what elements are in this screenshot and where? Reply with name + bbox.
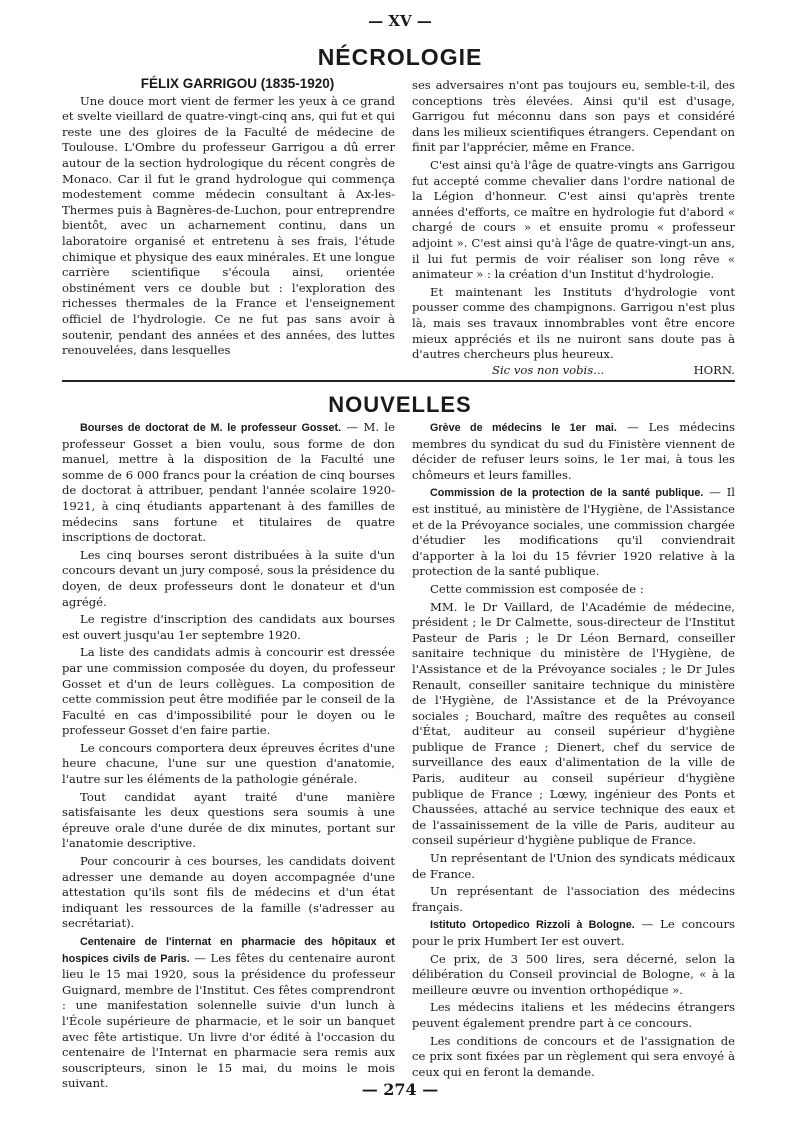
news-paragraph — [412, 1034, 735, 1081]
author-signature: HORN. — [693, 362, 735, 377]
news-paragraph — [62, 854, 395, 932]
news-headline: Commission de la protection de la santé publique. — [430, 487, 704, 500]
news-headline: Istituto Ortopedico Rizzoli à Bologne. — [430, 919, 635, 932]
news-paragraph — [412, 485, 735, 580]
news-paragraph — [412, 582, 735, 598]
news-paragraph — [62, 741, 395, 788]
news-paragraph — [412, 1000, 735, 1031]
obituary-paragraph: ses adversaires n'ont pas toujours eu, semble-t-il, des conceptions très élevées. Ainsi qu'il est d'usage, Garrigou fut méconnu dans son pays et considéré dans les milieux scientifiques étrangers. Cependant on finit par l'apprécier, même en France. — [412, 78, 735, 155]
news-paragraph — [412, 917, 735, 949]
news-paragraph — [62, 934, 395, 1092]
nouvelles-column-1 — [62, 420, 395, 1092]
news-paragraph — [62, 790, 395, 852]
news-paragraph — [62, 548, 395, 610]
news-headline: Grève de médecins le 1er mai. — [430, 422, 617, 434]
news-paragraph — [412, 600, 735, 850]
section-title-necrologie: NÉCROLOGIE — [317, 44, 483, 70]
page-roman-numeral: — XV — — [368, 12, 432, 30]
news-paragraph — [412, 420, 735, 483]
section-divider — [62, 380, 735, 382]
news-paragraph — [412, 851, 735, 882]
news-text: Tout candidat ayant traité d'une manière satisfaisante les deux questions sera soumis à une épreuve orale d'une durée de dix minutes, portant sur l'anatomie descriptive. — [62, 789, 395, 851]
news-text: Le concours comportera deux épreuves écrites d'une heure chacune, l'une sur une question d'anatomie, l'autre sur les éléments de la pathologie générale. — [62, 740, 395, 787]
news-text: Les médecins italiens et les médecins étrangers peuvent également prendre part à ce concours. — [412, 1000, 735, 1030]
latin-quote: Sic vos non vobis... — [492, 362, 605, 377]
news-paragraph — [412, 952, 735, 999]
news-text: Un représentant de l'Union des syndicats médicaux de France. — [412, 851, 735, 881]
nouvelles-column-2 — [412, 420, 735, 1080]
news-paragraph — [412, 884, 735, 915]
obituary-paragraph: Une douce mort vient de fermer les yeux à ce grand et svelte vieillard de quatre-vingt-cinq ans, qui fut et qui reste une des gloires de la Faculté de médecine de Toulouse. L'Ombre du professeur Garrigou a dû errer autour de la section hydrologique du récent congrès de Monaco. Car il fut le grand hydrologue qui commença modestement comme médecin consultant à Ax-les-Thermes puis à Bagnères-de-Luchon, pour entreprendre bientôt, avec un acharnement continu, dans un laboratoire organisé et entretenu à ses frais, l'étude chimique et physique des eaux minérales. Et une longue carrière scientifique s'écoula ainsi, orientée obstinément vers ce double but : l'exploration des richesses thermales de la France et l'enseignement officiel de l'hydrologie. Ce ne fut pas sans avoir à soutenir, pendant des années et des années, des luttes renouvelées, dans lesquelles — [62, 93, 395, 358]
necrologie-column-1 — [62, 76, 395, 359]
news-headline: Bourses de doctorat de M. le professeur Gosset. — [80, 422, 342, 434]
news-paragraph — [62, 612, 395, 643]
obituary-subtitle: FÉLIX GARRIGOU (1835-1920) — [140, 76, 335, 91]
news-text: La liste des candidats admis à concourir est dressée par une commission composée du doyen, du professeur Gosset et d'un de leurs collègues. La composition de cette commission peut être modifiée par le conseil de la Faculté en cas d'impossibilité pour le doyen ou le professeur Gosset d'en faire partie. — [62, 645, 395, 738]
news-text: Pour concourir à ces bourses, les candidats doivent adresser une demande au doyen accompagnée d'une attestation qu'ils sont fils de médecins et d'un état indiquant les ressources de la famille (s'adresser au secrétariat). — [62, 854, 395, 931]
news-text: Ce prix, de 3 500 lires, sera décerné, selon la délibération du Conseil provincial de Bologne, « à la meilleure œuvre ou invention orthopédique ». — [412, 951, 735, 997]
news-paragraph — [62, 420, 395, 546]
news-text: Les cinq bourses seront distribuées à la suite d'un concours devant un jury composé, sous la présidence du doyen, de deux professeurs dont le donateur et d'un agrégé. — [62, 547, 395, 609]
news-text: — Les médecins membres du syndicat du sud du Finistère viennent de décider de refuser leurs soins, le 1er mai, à tous les chômeurs et leurs familles. — [412, 420, 736, 482]
obituary-paragraph: Et maintenant les Instituts d'hydrologie vont pousser comme des champignons. Garrigou n'est plus là, mais ses travaux innombrables vont être encore mieux appréciés et ils ne nuiront sans doute pas à d'autres chercheurs plus heureux. — [412, 284, 735, 362]
news-text: Les conditions de concours et de l'assignation de ce prix sont fixées par un règlement qui sera envoyé à ceux qui en feront la demande. — [412, 1033, 735, 1079]
news-paragraph — [62, 645, 395, 739]
news-headline: Centenaire de l'internat en pharmacie des hôpitaux et hospices civils de Paris. — [62, 936, 395, 965]
obituary-signature-line — [412, 363, 735, 379]
news-text: — M. le professeur Gosset a bien voulu, sous forme de don manuel, mettre à la disposition de la Faculté une somme de 6 000 francs pour la création de cinq bourses de doctorat à attribuer, pendant l'année scolaire 1920-1921, à cinq étudiants appartenant à des familles de médecins sans fortune et titulaires de quatre inscriptions de doctorat. — [62, 420, 395, 545]
news-text: Cette commission est composée de : — [430, 581, 644, 596]
news-text: MM. le Dr Vaillard, de l'Académie de médecine, président ; le Dr Calmette, sous-directeur de l'Institut Pasteur de Paris ; le Dr Léon Bernard, conseiller sanitaire technique du ministère de l'Hygiène, de l'Assistance et de la Prévoyance sociales ; le Dr Jules Renault, conseiller sanitaire technique du ministère de l'Hygiène, de l'Assistance et de la Prévoyance sociales ; Bouchard, maître des requêtes au conseil d'État, auditeur au conseil supérieur d'hygiène publique de France ; Dienert, chef du service de surveillance des eaux d'alimentation de la ville de Paris, auditeur au conseil supérieur d'hygiène publique de France ; Lœwy, ingénieur des Ponts et Chaussées, attaché au service technique des eaux et de l'assainissement de la ville de Paris, auditeur au conseil supérieur d'hygiène publique de France. — [412, 599, 735, 848]
page-number: — 274 — — [361, 1080, 439, 1099]
obituary-paragraph: C'est ainsi qu'à l'âge de quatre-vingts ans Garrigou fut accepté comme chevalier dans l'ordre national de la Légion d'honneur. C'est ainsi qu'après trente années d'efforts, ce maître en hydrologie fut d'abord « chargé de cours » et ensuite promu « professeur adjoint ». C'est ainsi qu'à l'âge de quatre-vingt-un ans, il lui fut permis de voir réaliser son long rêve « animateur » : la création d'un Institut d'hydrologie. — [412, 157, 735, 282]
news-text: Le registre d'inscription des candidats aux bourses est ouvert jusqu'au 1er septembre 1920. — [62, 612, 395, 642]
news-text: Un représentant de l'association des médecins français. — [412, 884, 735, 914]
section-title-nouvelles: NOUVELLES — [328, 392, 472, 417]
necrologie-column-2 — [412, 78, 735, 378]
news-text: — Il est institué, au ministère de l'Hygiène, de l'Assistance et de la Prévoyance sociales, une commission chargée d'étudier les modifications qu'il conviendrait d'apporter à la loi du 15 février 1920 relative à la protection de la santé publique. — [412, 485, 735, 579]
news-text: — Le concours pour le prix Humbert Ier est ouvert. — [412, 917, 735, 948]
news-text: — Les fêtes du centenaire auront lieu le 15 mai 1920, sous la présidence du professeur Guignard, membre de l'Institut. Ces fêtes comprendront : une manifestation solennelle suivie d'un lunch à l'École supérieure de pharmacie, et le soir un banquet avec fête artistique. Un livre d'or édité à l'occasion du centenaire de l'Internat en pharmacie sera remis aux souscripteurs, sinon le 15 mai, du moins le mois suivant. — [62, 950, 395, 1091]
